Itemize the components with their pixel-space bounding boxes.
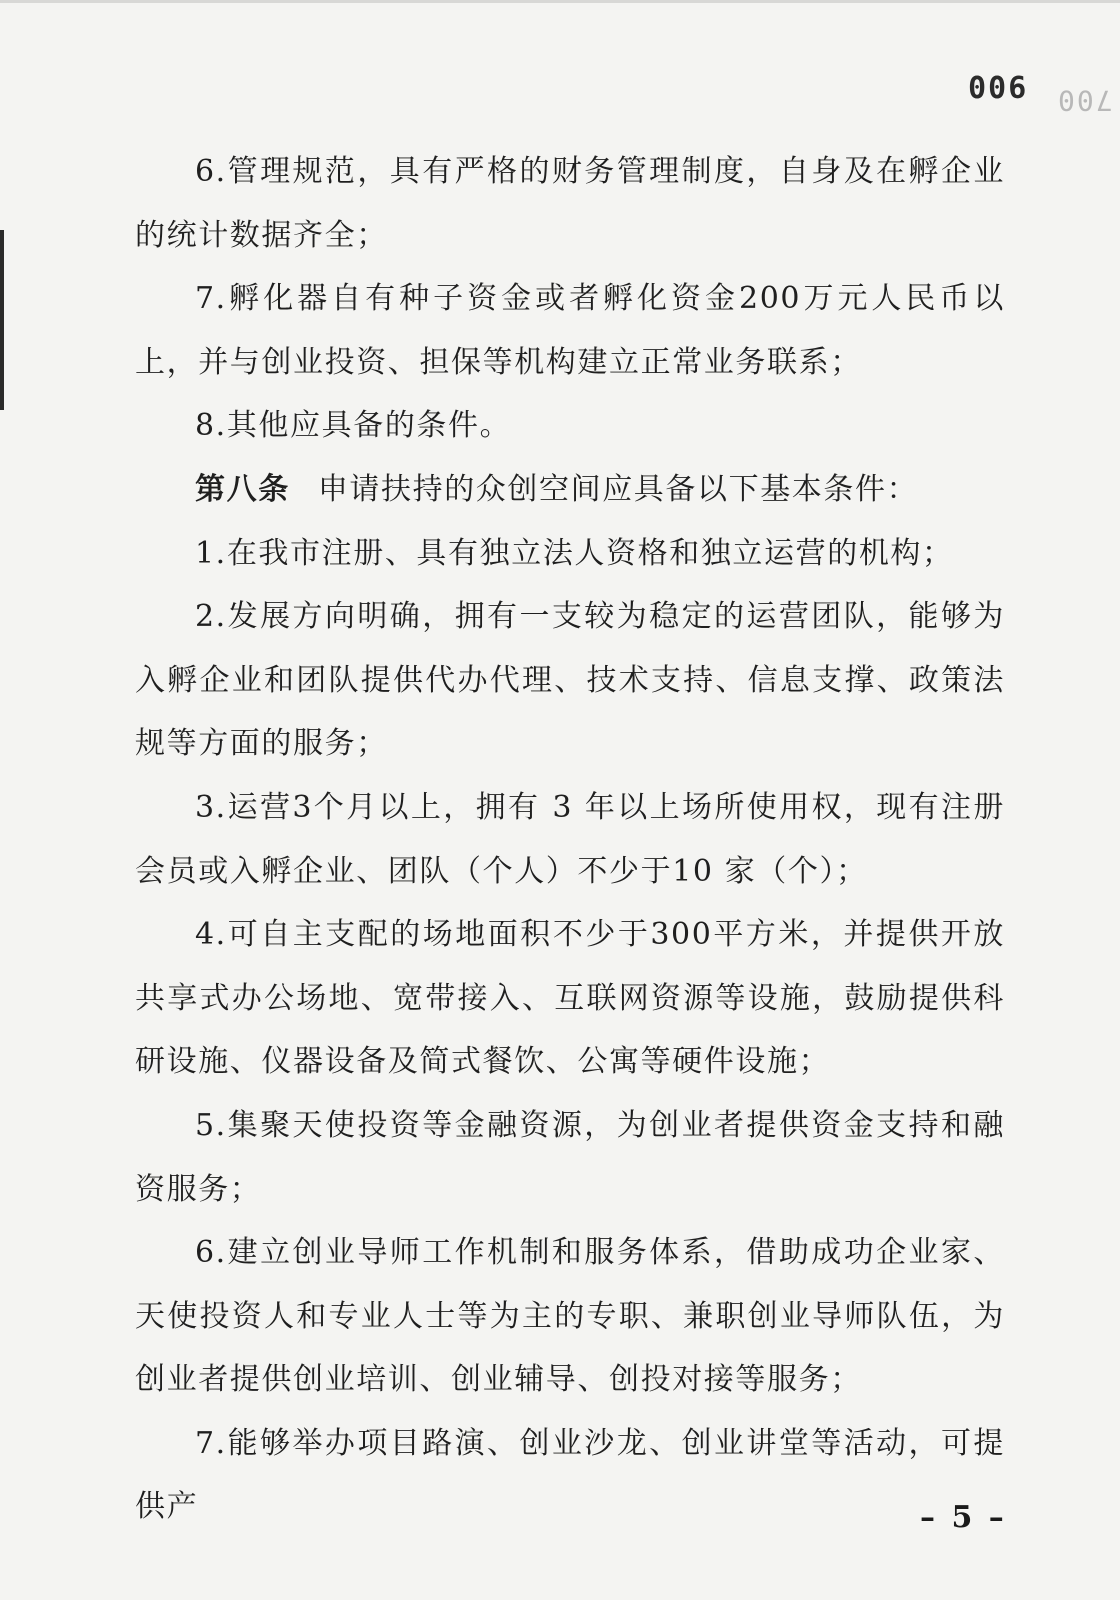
page-number: – 5 – bbox=[920, 1500, 1007, 1535]
paragraph: 7.能够举办项目路演、创业沙龙、创业讲堂等活动，可提供产 bbox=[135, 1425, 1005, 1525]
page-stamp-number: 900 bbox=[966, 68, 1027, 103]
paragraph: 7.孵化器自有种子资金或者孵化资金200万元人民币以上，并与创业投资、担保等机构建立正常业务联系； bbox=[135, 281, 1005, 380]
scan-edge-top bbox=[0, 0, 1120, 3]
paragraph: 5.集聚天使投资等金融资源，为创业者提供资金支持和融资服务； bbox=[135, 1107, 1005, 1207]
scan-edge-left bbox=[0, 230, 4, 410]
paragraph: 4.可自主支配的场地面积不少于300平方米，并提供开放共享式办公场地、宽带接入、互联网资源等设施，鼓励提供科研设施、仪器设备及简式餐饮、公寓等硬件设施； bbox=[135, 917, 1005, 1080]
article-paragraph bbox=[135, 458, 1005, 522]
article-text: 申请扶持的众创空间应具备以下基本条件： bbox=[317, 471, 919, 507]
paragraph: 2.发展方向明确，拥有一支较为稳定的运营团队，能够为入孵企业和团队提供代办代理、技术支持、信息支撑、政策法规等方面的服务； bbox=[135, 599, 1005, 762]
paragraph: 6.建立创业导师工作机制和服务体系，借助成功企业家、天使投资人和专业人士等为主的专职、兼职创业导师队伍，为创业者提供创业培训、创业辅导、创投对接等服务； bbox=[135, 1235, 1005, 1398]
document-body bbox=[135, 140, 1005, 1539]
paragraph: 3.运营3个月以上，拥有 3 年以上场所使用权，现有注册会员或入孵企业、团队（个人）不少于10 家（个）； bbox=[135, 789, 1005, 889]
article-number: 第八条 bbox=[195, 471, 290, 507]
page-stamp-number-faint: 700 bbox=[1056, 84, 1113, 117]
paragraph: 8.其他应具备的条件。 bbox=[195, 408, 512, 444]
paragraph: 6.管理规范，具有严格的财务管理制度，自身及在孵企业的统计数据齐全； bbox=[135, 154, 1005, 253]
paragraph: 1.在我市注册、具有独立法人资格和独立运营的机构； bbox=[195, 535, 954, 571]
